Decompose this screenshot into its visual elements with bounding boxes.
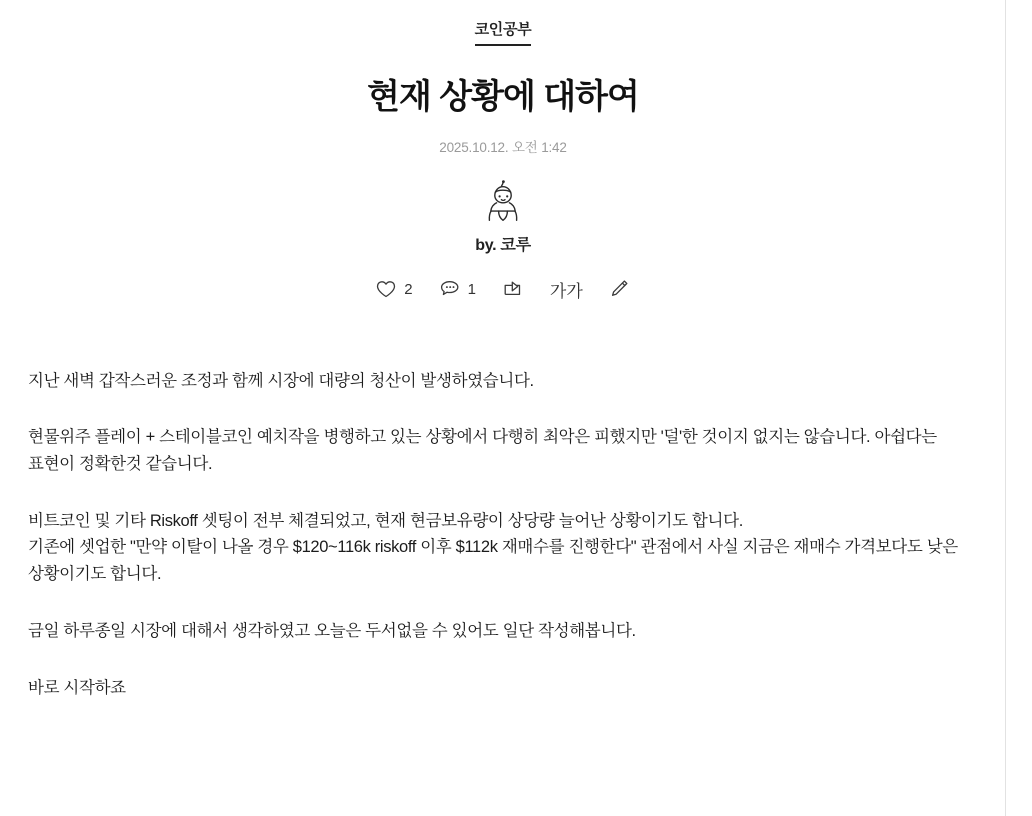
author-name[interactable]: by. 코루 <box>475 236 531 254</box>
like-count: 2 <box>404 280 413 298</box>
article-header <box>0 0 1006 156</box>
category-badge[interactable]: 코인공부 <box>475 18 532 46</box>
comment-icon <box>439 279 461 299</box>
comment-count: 1 <box>467 280 476 298</box>
paragraph: 바로 시작하죠 <box>28 678 126 697</box>
article-body <box>0 368 1006 702</box>
like-button[interactable] <box>375 279 412 299</box>
publish-date: 2025.10.12. 오전 1:42 <box>439 139 567 155</box>
comment-button[interactable] <box>439 279 476 299</box>
font-size-button[interactable] <box>550 277 583 302</box>
share-icon <box>502 279 524 299</box>
edit-button[interactable] <box>609 279 631 299</box>
page-title: 현재 상황에 대하여 <box>367 78 639 116</box>
author-block <box>0 178 1006 255</box>
paragraph: 지난 새벽 갑작스러운 조정과 함께 시장에 대량의 청산이 발생하였습니다. <box>28 371 534 390</box>
pencil-icon <box>609 279 631 299</box>
article-action-bar <box>0 277 1006 302</box>
right-gutter <box>1006 0 1032 816</box>
paragraph: 비트코인 및 기타 Riskoff 셋팅이 전부 체결되었고, 현재 현금보유량이 상당량 늘어난 상황이기도 합니다. 기존에 셋업한 "만약 이탈이 나올 경우 $120~116k riskoff 이후 $112k 재매수를 진행한다" 관점에서 사실 지금은 재매수 가격보다도 낮은 상황이기도 합니다. <box>28 511 958 584</box>
avatar[interactable] <box>480 178 526 224</box>
paragraph: 현물위주 플레이 + 스테이블코인 예치작을 병행하고 있는 상황에서 다행히 최악은 피했지만 '덜'한 것이지 없지는 않습니다. 아쉽다는 표현이 정확한것 같습니다. <box>28 428 937 473</box>
paragraph: 금일 하루종일 시장에 대해서 생각하였고 오늘은 두서없을 수 있어도 일단 작성해봅니다. <box>28 621 636 640</box>
share-button[interactable] <box>502 279 524 299</box>
font-size-label: 가가 <box>549 281 583 301</box>
heart-icon <box>375 279 397 299</box>
